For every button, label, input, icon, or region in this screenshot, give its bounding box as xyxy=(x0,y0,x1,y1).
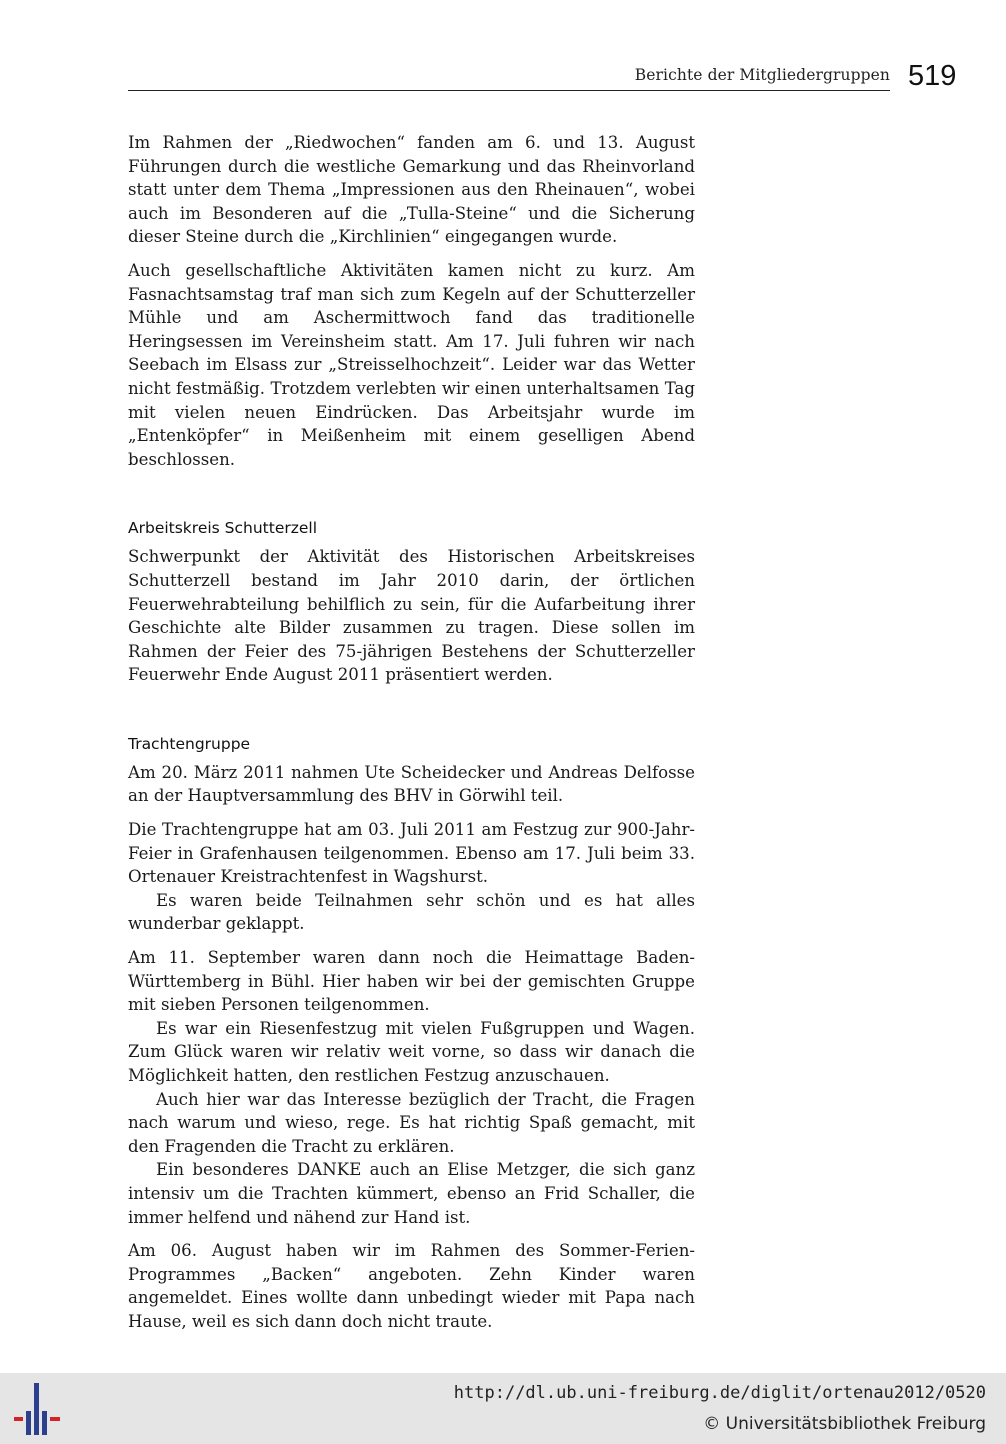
paragraph-tracht-2: Die Trachtengruppe hat am 03. Juli 2011 am Festzug zur 900-Jahr-Feier in Grafenhausen teilgenommen. Ebenso am 17. Juli beim 33. Ortenauer Kreistrachtenfest in Wagshurst. xyxy=(128,820,695,887)
paragraph-tracht-8: Am 06. August haben wir im Rahmen des Sommer-Ferien-Programmes „Backen“ angeboten. Zehn Kinder waren angemeldet. Eines wollte dann unbedingt wieder mit Papa nach Hause, weil es sich dann doch nicht traute. xyxy=(128,1241,695,1331)
paragraph-tracht-5: Es war ein Riesenfestzug mit vielen Fußgruppen und Wagen. Zum Glück waren wir relativ weit vorne, so dass wir danach die Möglichkeit hatten, den restlichen Festzug anzuschauen. xyxy=(128,1018,695,1085)
paragraph-activities: Auch gesellschaftliche Aktivitäten kamen nicht zu kurz. Am Fasnachtsamstag traf man sich zum Kegeln auf der Schutterzeller Mühle und am Aschermittwoch fand das traditionelle Heringsessen im Vereinsheim statt. Am 17. Juli fuhren wir nach Seebach im Elsass zur „Streisselhochzeit“. Leider war das Wetter nicht festmäßig. Trotzdem verlebten wir einen unterhaltsamen Tag mit vielen neuen Eindrücken. Das Arbeitsjahr wurde im „Entenköpfer“ in Meißenheim mit einem geselligen Abend beschlossen. xyxy=(128,260,695,469)
footer-bar xyxy=(0,1373,1006,1444)
paragraph-tracht-6: Auch hier war das Interesse bezüglich der Tracht, die Fragen nach warum und wieso, rege. Es hat richtig Spaß gemacht, mit den Fragenden die Tracht zu erklären. xyxy=(128,1089,695,1156)
heading-trachtengruppe: Trachtengruppe xyxy=(128,734,251,753)
footer-copyright: © Universitätsbibliothek Freiburg xyxy=(703,1414,986,1434)
ub-freiburg-logo-icon xyxy=(12,1381,62,1437)
running-header xyxy=(128,62,890,91)
page-number: 519 xyxy=(908,60,957,92)
paragraph-tracht-1: Am 20. März 2011 nahmen Ute Scheidecker und Andreas Delfosse an der Hauptversammlung des BHV in Görwihl teil. xyxy=(128,762,695,806)
heading-arbeitskreis-schutterzell: Arbeitskreis Schutterzell xyxy=(128,519,318,538)
header-title: Berichte der Mitgliedergruppen xyxy=(634,66,890,84)
paragraph-riedwochen: Im Rahmen der „Riedwochen“ fanden am 6. und 13. August Führungen durch die westliche Gemarkung und das Rheinvorland statt unter dem Thema „Impressionen aus den Rheinauen“, wobei auch im Besonderen auf die „Tulla-Steine“ und die Sicherung dieser Steine durch die „Kirchlinien“ eingegangen wurde. xyxy=(128,133,695,247)
paragraph-tracht-4: Am 11. September waren dann noch die Heimattage Baden-Württemberg in Bühl. Hier haben wir bei der gemischten Gruppe mit sieben Personen teilgenommen. xyxy=(128,948,695,1015)
paragraph-tracht-3: Es waren beide Teilnahmen sehr schön und es hat alles wunderbar geklappt. xyxy=(128,890,695,934)
footer-url-link[interactable]: http://dl.ub.uni-freiburg.de/diglit/ortenau2012/0520 xyxy=(453,1383,986,1403)
page-content xyxy=(128,131,695,1334)
paragraph-schutterzell: Schwerpunkt der Aktivität des Historischen Arbeitskreises Schutterzell bestand im Jahr 2010 darin, der örtlichen Feuerwehrabteilung behilflich zu sein, für die Aufarbeitung ihrer Geschichte alte Bilder zusammen zu tragen. Diese sollen im Rahmen der Feier des 75-jährigen Bestehens der Schutterzeller Feuerwehr Ende August 2011 präsentiert werden. xyxy=(128,547,695,685)
paragraph-tracht-7: Ein besonderes DANKE auch an Elise Metzger, die sich ganz intensiv um die Trachten kümmert, ebenso an Frid Schaller, die immer helfend und nähend zur Hand ist. xyxy=(128,1160,695,1227)
